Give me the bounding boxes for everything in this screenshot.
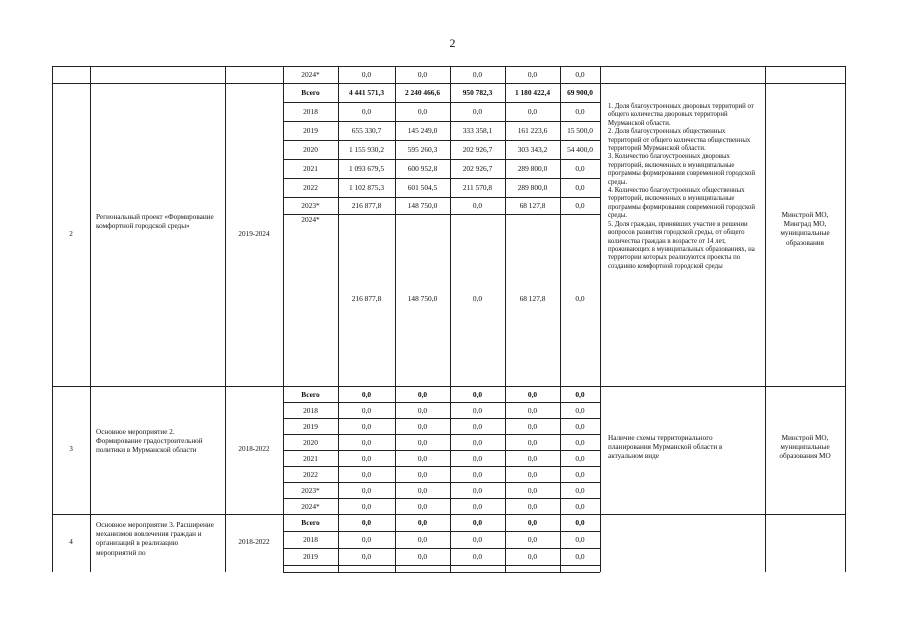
value-cell: 0,0 [527, 437, 538, 447]
row-number: 2 [69, 229, 73, 238]
year-row-divider [283, 121, 600, 122]
year-cell: 2018 [303, 107, 318, 116]
value-cell: 0,0 [361, 389, 372, 399]
value-cell: 0,0 [575, 485, 585, 495]
value-cell: 216 877,8 [351, 201, 382, 210]
column-divider [600, 66, 601, 572]
value-cell: 0,0 [472, 201, 483, 210]
value-cell: 655 330,7 [351, 126, 382, 135]
column-divider [395, 66, 396, 572]
value-cell: 0,0 [575, 389, 585, 399]
value-cell: 0,0 [417, 552, 428, 561]
column-divider [450, 66, 451, 572]
value-cell: 4 441 571,3 [348, 88, 385, 97]
value-cell: 0,0 [472, 535, 483, 544]
value-cell: 0,0 [527, 552, 538, 561]
value-cell: 145 249,0 [407, 126, 438, 135]
column-divider [225, 66, 226, 572]
year-row-divider [283, 159, 600, 160]
value-cell: 289 800,0 [517, 164, 548, 173]
column-divider [52, 66, 53, 572]
value-cell: 0,0 [361, 469, 372, 479]
value-cell: 0,0 [417, 501, 428, 511]
value-cell: 0,0 [575, 469, 585, 479]
year-cell: 2020 [303, 437, 318, 447]
row-number: 4 [69, 538, 73, 546]
value-cell: 202 926,7 [462, 145, 493, 154]
row-name: Основное мероприятие 3. Расширение механизмов вовлечения граждан и организаций в реализацию мероприятий по [96, 521, 214, 557]
value-cell: 0,0 [575, 501, 585, 511]
value-cell: 595 260,3 [407, 145, 438, 154]
year-cell: 2022 [303, 183, 318, 192]
value-cell: 211 570,8 [462, 183, 493, 192]
year-row-divider [283, 434, 600, 435]
value-cell: 0,0 [527, 70, 538, 79]
value-cell: 0,0 [417, 421, 428, 431]
column-divider [338, 66, 339, 572]
value-cell: 0,0 [527, 107, 538, 116]
value-cell: 303 343,2 [517, 145, 548, 154]
year-row-divider [283, 450, 600, 451]
value-cell: 0,0 [472, 469, 483, 479]
year-cell: 2024* [301, 70, 320, 79]
year-cell: 2023* [301, 201, 320, 210]
row-number: 3 [69, 445, 73, 453]
value-cell: 69 900,0 [567, 88, 593, 97]
value-cell: 161 223,6 [517, 126, 548, 135]
year-cell: 2019 [303, 552, 318, 561]
value-cell: 0,0 [361, 501, 372, 511]
value-cell: 0,0 [527, 485, 538, 495]
value-cell: 0,0 [472, 421, 483, 431]
value-cell: 1 102 875,3 [348, 183, 385, 192]
value-cell: 0,0 [472, 294, 483, 303]
value-cell: 0,0 [417, 107, 428, 116]
value-cell: 1 093 679,5 [348, 164, 385, 173]
value-cell: 0,0 [527, 453, 538, 463]
row-period: 2019-2024 [238, 229, 270, 238]
value-cell: 216 877,8 [351, 294, 382, 303]
value-cell: 0,0 [361, 485, 372, 495]
value-cell: 0,0 [575, 164, 585, 173]
year-cell: 2019 [303, 421, 318, 431]
value-cell: 0,0 [575, 183, 585, 192]
value-cell: 0,0 [361, 535, 372, 544]
value-cell: 0,0 [472, 485, 483, 495]
year-row-divider [283, 178, 600, 179]
year-row-divider [283, 197, 600, 198]
year-row-divider [283, 402, 600, 403]
value-cell: 202 926,7 [462, 164, 493, 173]
value-cell: 0,0 [527, 469, 538, 479]
value-cell: 0,0 [575, 453, 585, 463]
column-divider [560, 66, 561, 572]
year-cell: 2024* [301, 215, 320, 224]
year-row-divider [283, 140, 600, 141]
executors-text: Минстрой МО, муниципальные образования МО [779, 434, 831, 461]
row-name: Региональный проект «Формирование комфортной городской среды» [96, 212, 214, 230]
value-cell: 1 155 930,2 [348, 145, 385, 154]
value-cell: 0,0 [361, 453, 372, 463]
value-cell: 0,0 [575, 518, 585, 527]
value-cell: 0,0 [417, 535, 428, 544]
value-cell: 0,0 [527, 421, 538, 431]
year-cell: 2021 [303, 453, 318, 463]
value-cell: 600 952,8 [407, 164, 438, 173]
value-cell: 0,0 [417, 70, 428, 79]
value-cell: 0,0 [361, 437, 372, 447]
value-cell: 0,0 [527, 405, 538, 415]
value-cell: 0,0 [417, 389, 428, 399]
value-cell: 0,0 [417, 405, 428, 415]
page-number: 2 [449, 36, 456, 50]
value-cell: 333 358,1 [462, 126, 493, 135]
year-row-divider [283, 418, 600, 419]
year-row-divider [283, 572, 600, 573]
executors-text: Минстрой МО, Минград МО, муниципальные образования [780, 211, 830, 247]
value-cell: 0,0 [472, 70, 483, 79]
year-cell: 2018 [303, 535, 318, 544]
value-cell: 15 500,0 [567, 126, 593, 135]
year-row-divider [283, 482, 600, 483]
value-cell: 0,0 [361, 70, 372, 79]
row-period: 2018-2022 [238, 538, 270, 546]
year-row-divider [283, 498, 600, 499]
value-cell: 0,0 [472, 389, 483, 399]
year-cell: 2020 [303, 145, 318, 154]
value-cell: 0,0 [527, 518, 538, 527]
year-cell: 2019 [303, 126, 318, 135]
value-cell: 601 504,5 [407, 183, 438, 192]
value-cell: 0,0 [472, 437, 483, 447]
year-cell: 2021 [303, 164, 318, 173]
year-row-divider [283, 386, 600, 387]
column-divider [505, 66, 506, 572]
value-cell: 0,0 [417, 469, 428, 479]
value-cell: 0,0 [472, 405, 483, 415]
value-cell: 1 180 422,4 [514, 88, 551, 97]
value-cell: 0,0 [575, 405, 585, 415]
value-cell: 0,0 [527, 389, 538, 399]
year-cell: 2018 [303, 405, 318, 415]
value-cell: 0,0 [575, 552, 585, 561]
year-row-divider [283, 548, 600, 549]
row-period: 2018-2022 [238, 445, 270, 453]
year-row-divider [283, 514, 600, 515]
year-row-divider [283, 565, 600, 566]
value-cell: 0,0 [361, 405, 372, 415]
value-cell: 68 127,8 [519, 201, 546, 210]
value-cell: 289 800,0 [517, 183, 548, 192]
year-row-divider [283, 531, 600, 532]
value-cell: 148 750,0 [407, 201, 438, 210]
value-cell: 0,0 [417, 453, 428, 463]
value-cell: 148 750,0 [407, 294, 438, 303]
table-top-border [52, 66, 845, 67]
value-cell: 0,0 [527, 501, 538, 511]
value-cell: 0,0 [472, 501, 483, 511]
year-cell: 2022 [303, 469, 318, 479]
year-row-divider [283, 466, 600, 467]
value-cell: 0,0 [472, 453, 483, 463]
column-divider [845, 66, 846, 572]
value-cell: 0,0 [575, 201, 585, 210]
value-cell: 0,0 [417, 437, 428, 447]
year-cell: Всего [301, 88, 320, 97]
value-cell: 0,0 [472, 518, 483, 527]
value-cell: 0,0 [575, 294, 585, 303]
value-cell: 0,0 [575, 437, 585, 447]
value-cell: 0,0 [472, 107, 483, 116]
value-cell: 68 127,8 [519, 294, 546, 303]
year-cell: 2023* [301, 485, 320, 495]
value-cell: 0,0 [417, 485, 428, 495]
value-cell: 0,0 [361, 107, 372, 116]
column-divider [765, 66, 766, 572]
value-cell: 0,0 [417, 518, 428, 527]
indicators-text: 1. Доля благоустроенных дворовых территорий от общего количества дворовых территорий Мурманской области. 2. Доля благоустроенных общественных территорий от общего количества общественных территорий Мурманской области. 3. Количество благоустроенных дворовых территорий, включенных в муниципальные программы формирования современной городской среды. 4. Количество благоустроенных общественных территорий, включенных в муниципальные программы формирования современной городской среды. 5. Доля граждан, принявших участие в решении вопросов развития городской среды, от общего количества граждан в возрасте от 14 лет, проживающих в муниципальных образованиях, на территории которых реализуются проекты по созданию комфортной городской среды [608, 103, 756, 270]
value-cell: 2 240 466,6 [404, 88, 441, 97]
year-cell: Всего [301, 389, 320, 399]
value-cell: 0,0 [575, 107, 585, 116]
column-divider [90, 66, 91, 572]
year-row-divider [283, 102, 600, 103]
value-cell: 950 782,3 [462, 88, 493, 97]
value-cell: 0,0 [575, 535, 585, 544]
value-cell: 0,0 [472, 552, 483, 561]
year-row-divider [283, 83, 600, 84]
value-cell: 0,0 [527, 535, 538, 544]
column-divider [283, 66, 284, 572]
indicators-text: Наличие схемы территориального планирования Мурманской области в актуальном виде [608, 434, 723, 461]
year-cell: Всего [301, 518, 320, 527]
value-cell: 0,0 [575, 421, 585, 431]
year-cell: 2024* [301, 501, 320, 511]
value-cell: 0,0 [361, 518, 372, 527]
value-cell: 0,0 [575, 70, 585, 79]
row-name: Основное мероприятие 2. Формирование градостроительной политики в Мурманской области [96, 428, 203, 455]
value-cell: 0,0 [361, 552, 372, 561]
value-cell: 0,0 [361, 421, 372, 431]
value-cell: 54 400,0 [567, 145, 593, 154]
